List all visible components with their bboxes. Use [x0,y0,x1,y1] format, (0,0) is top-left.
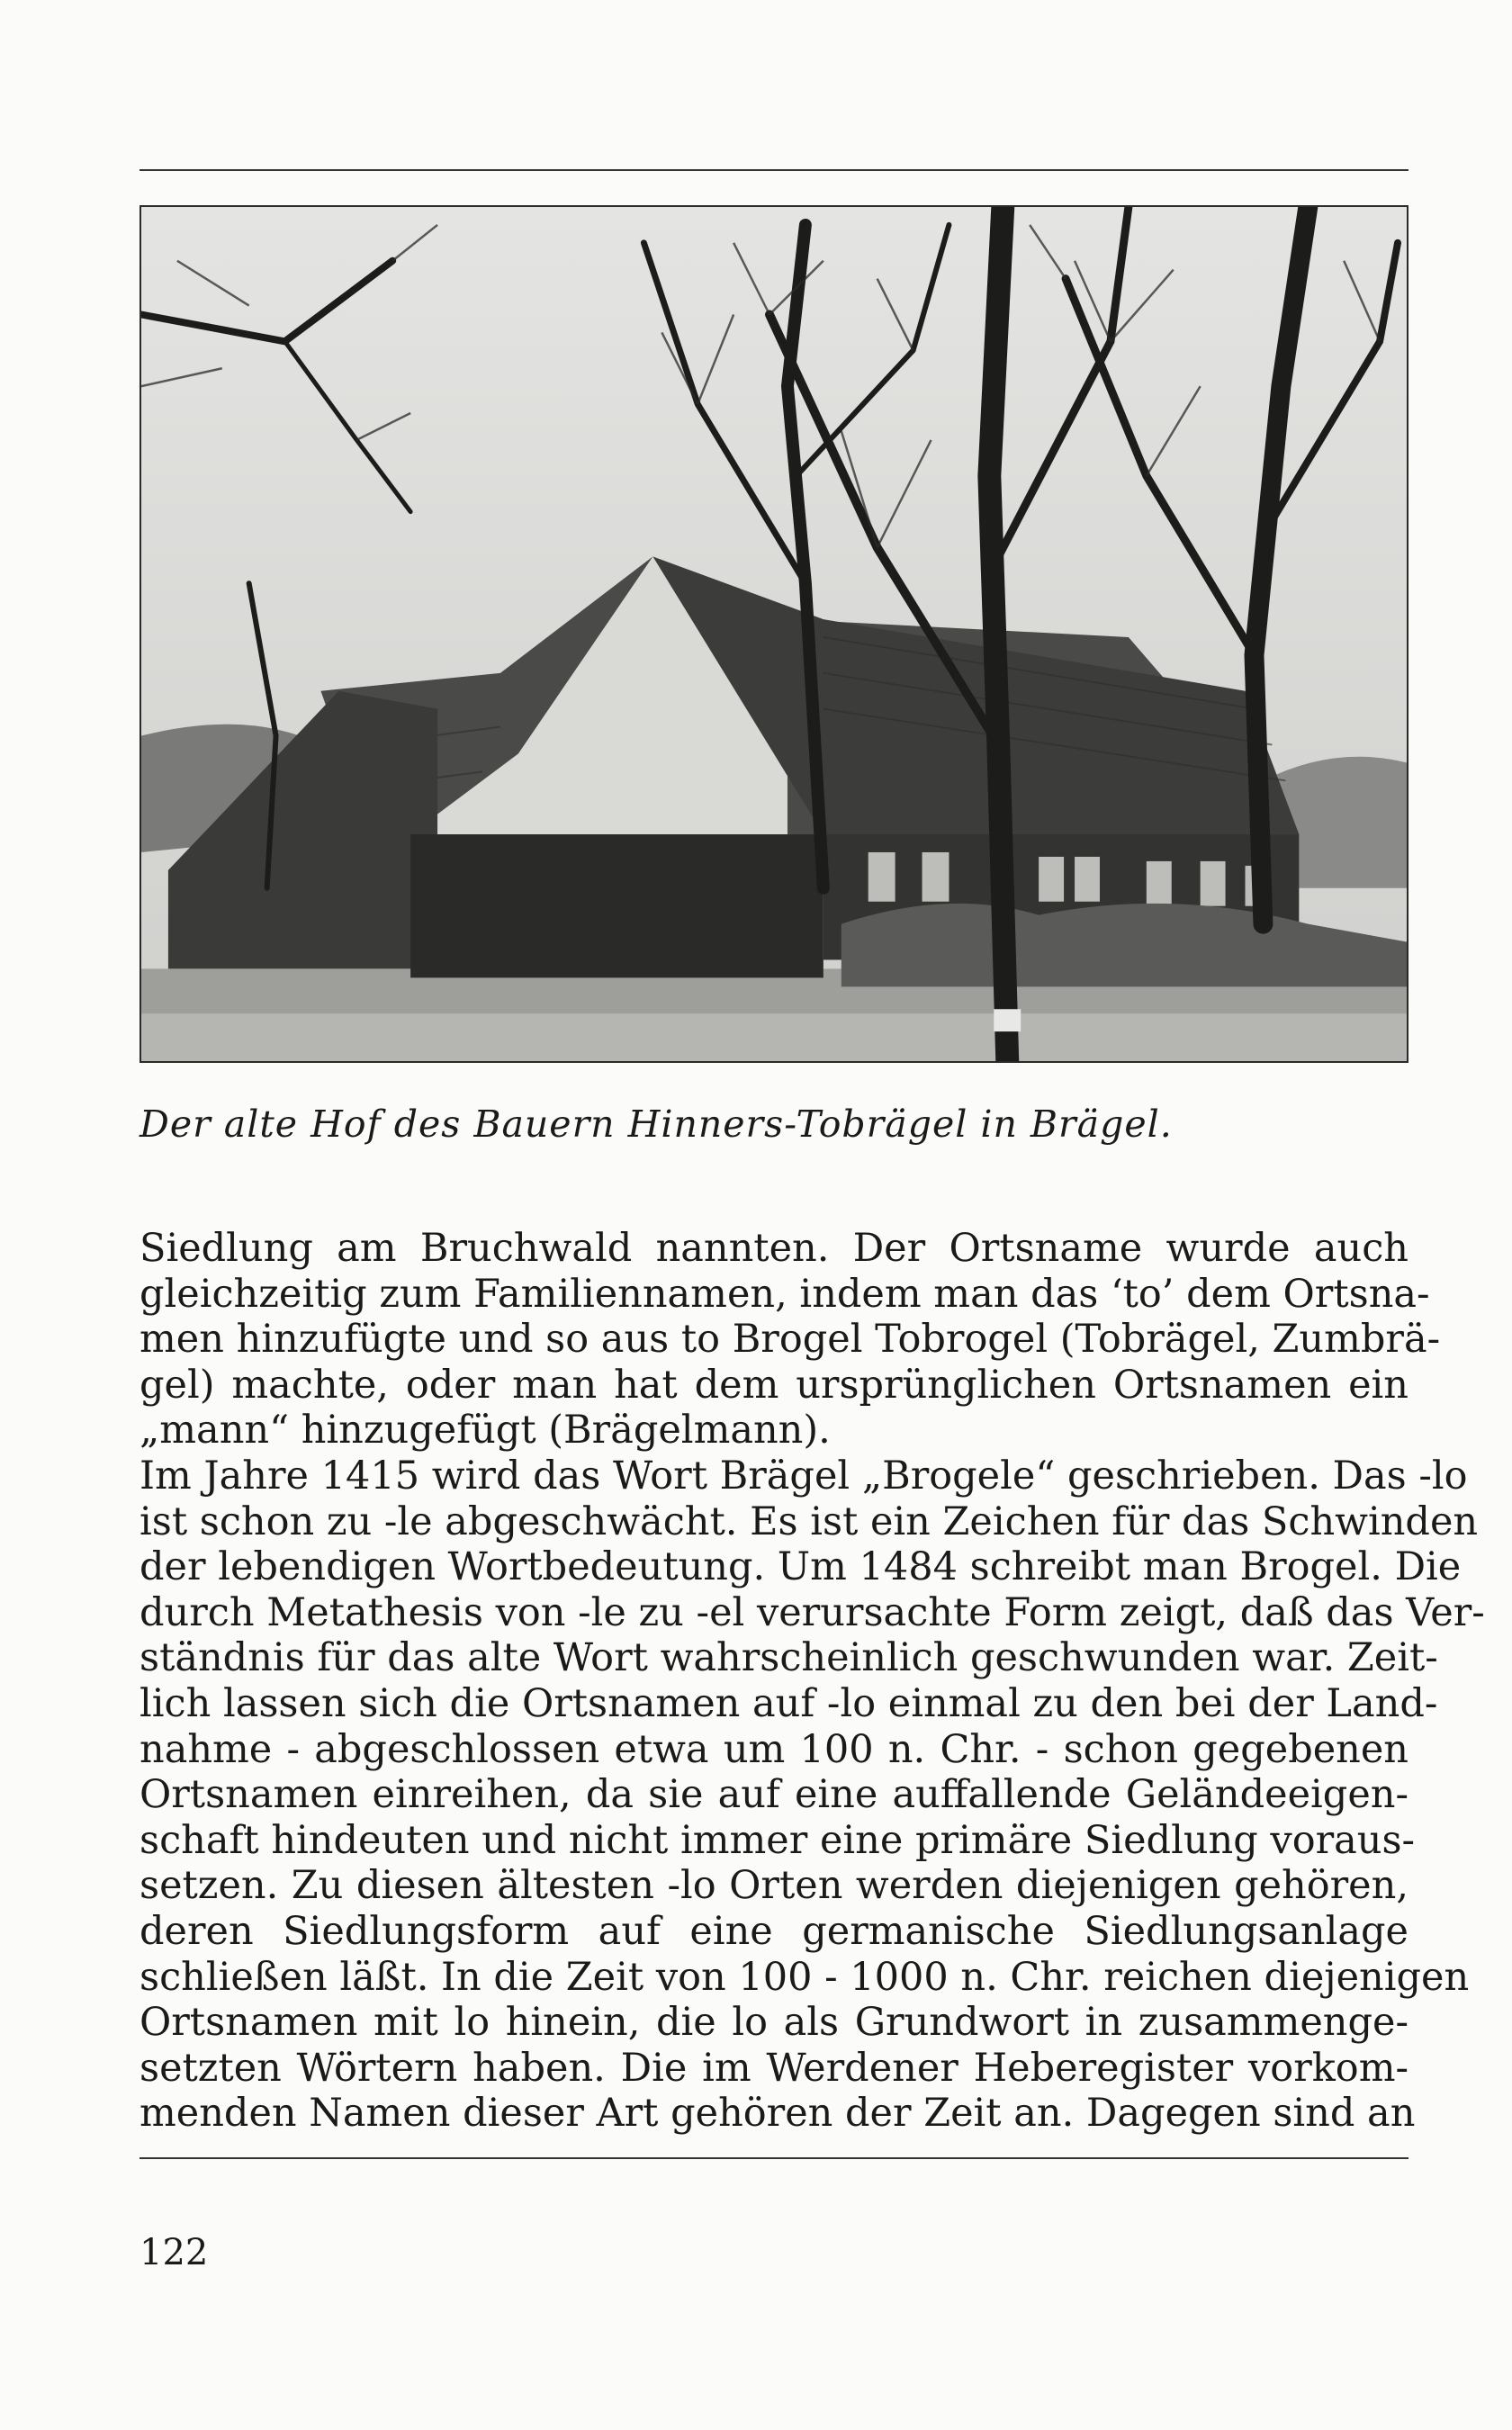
body-line: gleichzeitig zum Familiennamen, indem man das ‘to’ dem Ortsna- [140,1271,1430,1317]
body-line: schließen läßt. In die Zeit von 100 - 1000 n. Chr. reichen diejenigen [140,1954,1470,2000]
body-line: ständnis für das alte Wort wahrscheinlich geschwunden war. Zeit- [140,1635,1438,1681]
body-line: Siedlung am Bruchwald nannten. Der Ortsname wurde auch [140,1226,1408,1271]
body-line: Im Jahre 1415 wird das Wort Brägel „Brogele“ geschrieben. Das -lo [140,1453,1468,1498]
body-line: gel) machte, oder man hat dem ursprünglichen Ortsnamen ein [140,1362,1408,1408]
bottom-rule [140,2157,1408,2159]
body-line: durch Metathesis von -le zu -el verursachte Form zeigt, daß das Ver- [140,1589,1485,1635]
body-line: deren Siedlungsform auf eine germanische Siedlungsanlage [140,1908,1408,1954]
figure-caption: Der alte Hof des Bauern Hinners-Tobrägel in Brägel. [140,1102,1173,1146]
top-rule [140,169,1408,171]
body-line: schaft hindeuten und nicht immer eine primäre Siedlung voraus- [140,1817,1416,1863]
page-number: 122 [140,2232,209,2273]
body-line: der lebendigen Wortbedeutung. Um 1484 schreibt man Brogel. Die [140,1544,1462,1590]
body-line: setzten Wörtern haben. Die im Werdener Heberegister vorkom- [140,2045,1408,2091]
farmhouse-photo [140,205,1408,1063]
body-line: Ortsnamen mit lo hinein, die lo als Grundwort in zusammenge- [140,2000,1408,2046]
body-line: Ortsnamen einreihen, da sie auf eine auffallende Geländeeigen- [140,1772,1408,1818]
body-text [140,1226,1485,2137]
body-line: nahme - abgeschlossen etwa um 100 n. Chr. - schon gegebenen [140,1726,1408,1772]
body-line: lich lassen sich die Ortsnamen auf -lo einmal zu den bei der Land- [140,1680,1438,1726]
body-line: ist schon zu -le abgeschwächt. Es ist ein Zeichen für das Schwinden [140,1498,1479,1544]
body-line: „mann“ hinzugefügt (Brägelmann). [140,1408,831,1454]
body-line: menden Namen dieser Art gehören der Zeit an. Dagegen sind an [140,2091,1416,2137]
body-line: setzen. Zu diesen ältesten -lo Orten werden diejenigen gehören, [140,1863,1408,1909]
body-line: men hinzufügte und so aus to Brogel Tobrogel (Tobrägel, Zumbrä- [140,1317,1441,1363]
